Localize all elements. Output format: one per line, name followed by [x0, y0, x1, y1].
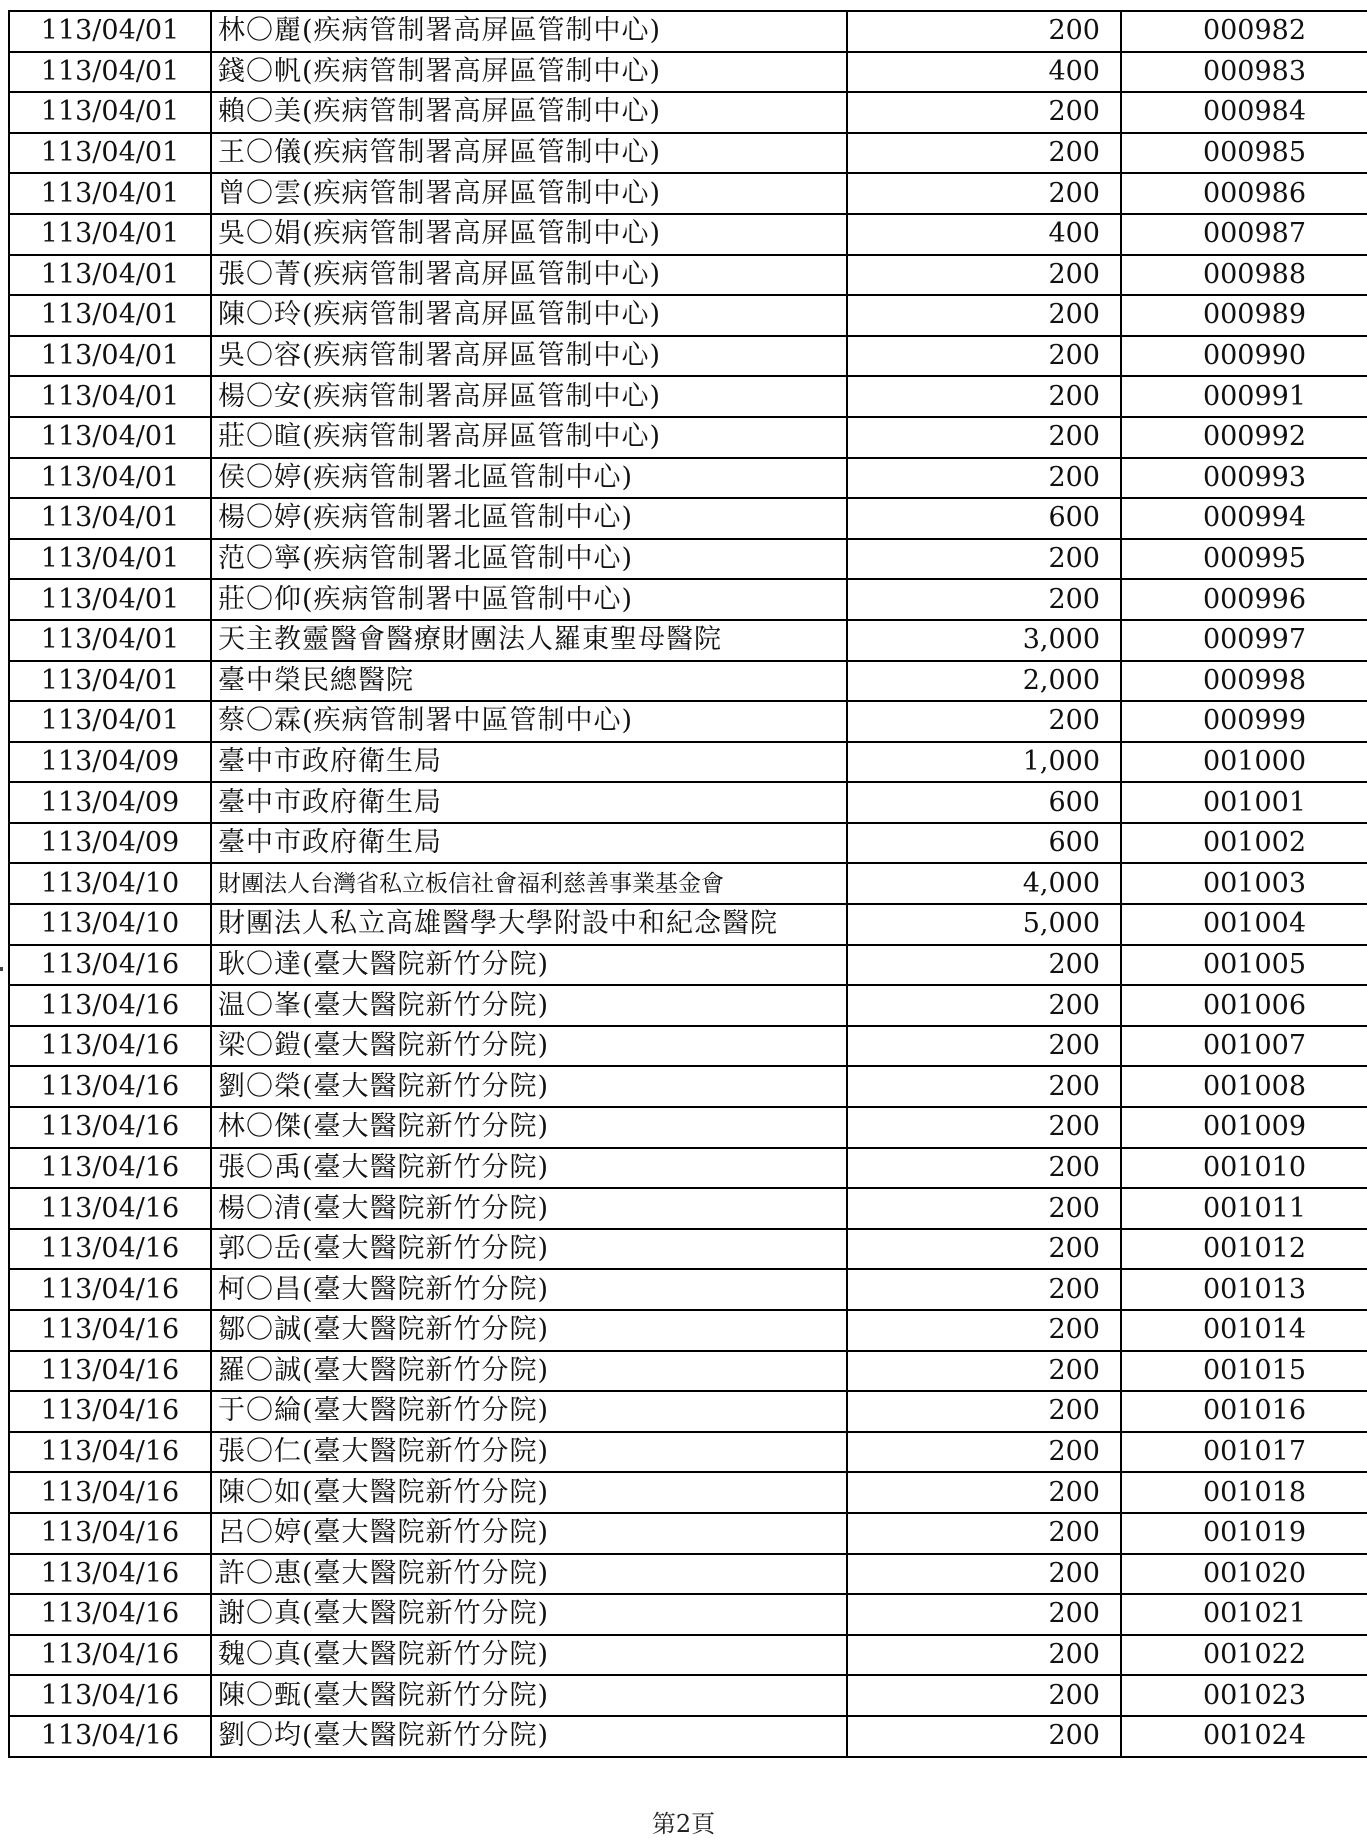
receipt-number-cell: 001013: [1121, 1269, 1367, 1310]
amount-cell: 200: [847, 1229, 1121, 1270]
amount-cell: 200: [847, 1675, 1121, 1716]
table-row: [9, 498, 1367, 539]
amount-cell: 2,000: [847, 661, 1121, 702]
amount-cell: 200: [847, 1472, 1121, 1513]
table-row: [9, 1107, 1367, 1148]
margin-mark: [0, 967, 3, 971]
date-cell: 113/04/16: [9, 1594, 211, 1635]
donor-name-cell: 温〇峯(臺大醫院新竹分院): [211, 985, 847, 1026]
amount-cell: 5,000: [847, 904, 1121, 945]
date-cell: 113/04/09: [9, 823, 211, 864]
receipt-number-cell: 000990: [1121, 336, 1367, 377]
donor-name-cell: 劉〇均(臺大醫院新竹分院): [211, 1716, 847, 1757]
donor-name-cell: 錢〇帆(疾病管制署高屏區管制中心): [211, 52, 847, 93]
date-cell: 113/04/01: [9, 539, 211, 580]
date-cell: 113/04/10: [9, 904, 211, 945]
amount-cell: 200: [847, 1716, 1121, 1757]
receipt-number-cell: 001023: [1121, 1675, 1367, 1716]
receipt-number-cell: 001001: [1121, 782, 1367, 823]
amount-cell: 200: [847, 92, 1121, 133]
amount-cell: 600: [847, 823, 1121, 864]
receipt-number-cell: 000986: [1121, 173, 1367, 214]
table-row: [9, 620, 1367, 661]
receipt-number-cell: 001022: [1121, 1635, 1367, 1676]
donor-name-cell: 郭〇岳(臺大醫院新竹分院): [211, 1229, 847, 1270]
receipt-number-cell: 001011: [1121, 1188, 1367, 1229]
date-cell: 113/04/01: [9, 620, 211, 661]
table-row: [9, 417, 1367, 458]
donor-name-cell: 財團法人台灣省私立板信社會福利慈善事業基金會: [211, 863, 847, 904]
donor-name-cell: 鄒〇誠(臺大醫院新竹分院): [211, 1310, 847, 1351]
table-row: [9, 945, 1367, 986]
table-row: [9, 255, 1367, 296]
donor-name-cell: 楊〇清(臺大醫院新竹分院): [211, 1188, 847, 1229]
receipt-number-cell: 000993: [1121, 458, 1367, 499]
table-row: [9, 11, 1367, 52]
donor-name-cell: 楊〇安(疾病管制署高屏區管制中心): [211, 376, 847, 417]
receipt-number-cell: 001004: [1121, 904, 1367, 945]
amount-cell: 3,000: [847, 620, 1121, 661]
donor-name-cell: 許〇惠(臺大醫院新竹分院): [211, 1554, 847, 1595]
date-cell: 113/04/16: [9, 1635, 211, 1676]
page-number: 第2頁: [651, 1810, 716, 1838]
table-row: [9, 52, 1367, 93]
donor-name-cell: 梁〇鎧(臺大醫院新竹分院): [211, 1026, 847, 1067]
date-cell: 113/04/16: [9, 945, 211, 986]
donor-name-cell: 莊〇仰(疾病管制署中區管制中心): [211, 579, 847, 620]
amount-cell: 200: [847, 376, 1121, 417]
date-cell: 113/04/16: [9, 1432, 211, 1473]
table-row: [9, 863, 1367, 904]
receipt-number-cell: 000991: [1121, 376, 1367, 417]
donor-name-cell: 臺中市政府衛生局: [211, 742, 847, 783]
table-row: [9, 1351, 1367, 1392]
donor-name-cell: 臺中市政府衛生局: [211, 823, 847, 864]
receipt-number-cell: 001002: [1121, 823, 1367, 864]
date-cell: 113/04/01: [9, 92, 211, 133]
amount-cell: 200: [847, 1513, 1121, 1554]
date-cell: 113/04/16: [9, 1675, 211, 1716]
table-row: [9, 985, 1367, 1026]
table-row: [9, 1229, 1367, 1270]
table-row: [9, 904, 1367, 945]
table-row: [9, 1310, 1367, 1351]
table-row: [9, 1269, 1367, 1310]
table-row: [9, 1675, 1367, 1716]
date-cell: 113/04/01: [9, 255, 211, 296]
date-cell: 113/04/16: [9, 985, 211, 1026]
table-row: [9, 539, 1367, 580]
table-row: [9, 458, 1367, 499]
date-cell: 113/04/01: [9, 173, 211, 214]
receipt-number-cell: 001006: [1121, 985, 1367, 1026]
table-row: [9, 742, 1367, 783]
amount-cell: 1,000: [847, 742, 1121, 783]
donor-name-cell: 張〇仁(臺大醫院新竹分院): [211, 1432, 847, 1473]
donor-name-cell: 曾〇雲(疾病管制署高屏區管制中心): [211, 173, 847, 214]
table-row: [9, 1026, 1367, 1067]
date-cell: 113/04/16: [9, 1107, 211, 1148]
amount-cell: 400: [847, 52, 1121, 93]
table-row: [9, 1716, 1367, 1757]
amount-cell: 200: [847, 133, 1121, 174]
receipt-number-cell: 001021: [1121, 1594, 1367, 1635]
donor-name-cell: 吳〇容(疾病管制署高屏區管制中心): [211, 336, 847, 377]
table-row: [9, 1513, 1367, 1554]
donor-name-cell: 臺中市政府衛生局: [211, 782, 847, 823]
donor-name-cell: 羅〇誠(臺大醫院新竹分院): [211, 1351, 847, 1392]
amount-cell: 200: [847, 701, 1121, 742]
donation-ledger-table: [8, 10, 1367, 1758]
date-cell: 113/04/16: [9, 1229, 211, 1270]
receipt-number-cell: 001005: [1121, 945, 1367, 986]
table-row: [9, 1391, 1367, 1432]
receipt-number-cell: 000997: [1121, 620, 1367, 661]
table-row: [9, 92, 1367, 133]
donor-name-cell: 柯〇昌(臺大醫院新竹分院): [211, 1269, 847, 1310]
donor-name-cell: 林〇傑(臺大醫院新竹分院): [211, 1107, 847, 1148]
table-row: [9, 579, 1367, 620]
receipt-number-cell: 001012: [1121, 1229, 1367, 1270]
donor-name-cell: 范〇寧(疾病管制署北區管制中心): [211, 539, 847, 580]
amount-cell: 200: [847, 417, 1121, 458]
amount-cell: 200: [847, 1188, 1121, 1229]
donor-name-cell: 陳〇甄(臺大醫院新竹分院): [211, 1675, 847, 1716]
receipt-number-cell: 000996: [1121, 579, 1367, 620]
table-row: [9, 1594, 1367, 1635]
donor-name-cell: 臺中榮民總醫院: [211, 661, 847, 702]
receipt-number-cell: 001020: [1121, 1554, 1367, 1595]
amount-cell: 4,000: [847, 863, 1121, 904]
receipt-number-cell: 000985: [1121, 133, 1367, 174]
amount-cell: 200: [847, 173, 1121, 214]
date-cell: 113/04/16: [9, 1269, 211, 1310]
table-row: [9, 214, 1367, 255]
donor-name-cell: 陳〇玲(疾病管制署高屏區管制中心): [211, 295, 847, 336]
donor-name-cell: 吳〇娟(疾病管制署高屏區管制中心): [211, 214, 847, 255]
donor-name-cell: 天主教靈醫會醫療財團法人羅東聖母醫院: [211, 620, 847, 661]
date-cell: 113/04/01: [9, 133, 211, 174]
amount-cell: 200: [847, 336, 1121, 377]
receipt-number-cell: 001008: [1121, 1066, 1367, 1107]
amount-cell: 200: [847, 1391, 1121, 1432]
amount-cell: 200: [847, 1310, 1121, 1351]
amount-cell: 200: [847, 1351, 1121, 1392]
donor-name-cell: 蔡〇霖(疾病管制署中區管制中心): [211, 701, 847, 742]
table-row: [9, 336, 1367, 377]
receipt-number-cell: 000998: [1121, 661, 1367, 702]
amount-cell: 600: [847, 782, 1121, 823]
amount-cell: 200: [847, 1432, 1121, 1473]
amount-cell: 200: [847, 1107, 1121, 1148]
amount-cell: 200: [847, 1554, 1121, 1595]
receipt-number-cell: 000989: [1121, 295, 1367, 336]
receipt-number-cell: 001000: [1121, 742, 1367, 783]
receipt-number-cell: 001009: [1121, 1107, 1367, 1148]
amount-cell: 200: [847, 1066, 1121, 1107]
date-cell: 113/04/01: [9, 498, 211, 539]
date-cell: 113/04/01: [9, 52, 211, 93]
receipt-number-cell: 001014: [1121, 1310, 1367, 1351]
donor-name-cell: 張〇菁(疾病管制署高屏區管制中心): [211, 255, 847, 296]
date-cell: 113/04/16: [9, 1066, 211, 1107]
table-row: [9, 376, 1367, 417]
receipt-number-cell: 000992: [1121, 417, 1367, 458]
donor-name-cell: 莊〇暄(疾病管制署高屏區管制中心): [211, 417, 847, 458]
receipt-number-cell: 000984: [1121, 92, 1367, 133]
donor-name-cell: 張〇禹(臺大醫院新竹分院): [211, 1148, 847, 1189]
amount-cell: 200: [847, 1594, 1121, 1635]
receipt-number-cell: 001015: [1121, 1351, 1367, 1392]
table-row: [9, 1148, 1367, 1189]
donor-name-cell: 魏〇真(臺大醫院新竹分院): [211, 1635, 847, 1676]
table-row: [9, 823, 1367, 864]
donor-name-cell: 王〇儀(疾病管制署高屏區管制中心): [211, 133, 847, 174]
donor-name-cell: 謝〇真(臺大醫院新竹分院): [211, 1594, 847, 1635]
table-row: [9, 661, 1367, 702]
date-cell: 113/04/16: [9, 1026, 211, 1067]
amount-cell: 200: [847, 579, 1121, 620]
receipt-number-cell: 000982: [1121, 11, 1367, 52]
amount-cell: 200: [847, 1635, 1121, 1676]
receipt-number-cell: 001007: [1121, 1026, 1367, 1067]
date-cell: 113/04/16: [9, 1472, 211, 1513]
donor-name-cell: 財團法人私立高雄醫學大學附設中和紀念醫院: [211, 904, 847, 945]
amount-cell: 200: [847, 1269, 1121, 1310]
date-cell: 113/04/01: [9, 417, 211, 458]
receipt-number-cell: 001018: [1121, 1472, 1367, 1513]
date-cell: 113/04/16: [9, 1351, 211, 1392]
date-cell: 113/04/16: [9, 1188, 211, 1229]
table-row: [9, 782, 1367, 823]
receipt-number-cell: 001003: [1121, 863, 1367, 904]
table-row: [9, 1432, 1367, 1473]
donor-name-cell: 林〇麗(疾病管制署高屏區管制中心): [211, 11, 847, 52]
table-row: [9, 173, 1367, 214]
table-row: [9, 1472, 1367, 1513]
receipt-number-cell: 001019: [1121, 1513, 1367, 1554]
receipt-number-cell: 001024: [1121, 1716, 1367, 1757]
donor-name-cell: 陳〇如(臺大醫院新竹分院): [211, 1472, 847, 1513]
amount-cell: 200: [847, 1148, 1121, 1189]
table-row: [9, 1554, 1367, 1595]
date-cell: 113/04/16: [9, 1391, 211, 1432]
amount-cell: 200: [847, 945, 1121, 986]
table-row: [9, 133, 1367, 174]
receipt-number-cell: 000995: [1121, 539, 1367, 580]
table-row: [9, 295, 1367, 336]
date-cell: 113/04/16: [9, 1513, 211, 1554]
date-cell: 113/04/01: [9, 661, 211, 702]
amount-cell: 200: [847, 11, 1121, 52]
receipt-number-cell: 000983: [1121, 52, 1367, 93]
amount-cell: 200: [847, 985, 1121, 1026]
donor-name-cell: 侯〇婷(疾病管制署北區管制中心): [211, 458, 847, 499]
donor-name-cell: 劉〇榮(臺大醫院新竹分院): [211, 1066, 847, 1107]
amount-cell: 200: [847, 295, 1121, 336]
amount-cell: 200: [847, 255, 1121, 296]
date-cell: 113/04/01: [9, 295, 211, 336]
date-cell: 113/04/09: [9, 742, 211, 783]
receipt-number-cell: 001016: [1121, 1391, 1367, 1432]
date-cell: 113/04/01: [9, 579, 211, 620]
amount-cell: 400: [847, 214, 1121, 255]
donor-name-cell: 賴〇美(疾病管制署高屏區管制中心): [211, 92, 847, 133]
receipt-number-cell: 001010: [1121, 1148, 1367, 1189]
donor-name-cell: 呂〇婷(臺大醫院新竹分院): [211, 1513, 847, 1554]
date-cell: 113/04/16: [9, 1148, 211, 1189]
date-cell: 113/04/09: [9, 782, 211, 823]
table-row: [9, 1066, 1367, 1107]
receipt-number-cell: 000994: [1121, 498, 1367, 539]
donor-name-cell: 楊〇婷(疾病管制署北區管制中心): [211, 498, 847, 539]
date-cell: 113/04/01: [9, 701, 211, 742]
amount-cell: 200: [847, 458, 1121, 499]
table-row: [9, 1635, 1367, 1676]
date-cell: 113/04/01: [9, 11, 211, 52]
ledger-body: [9, 11, 1367, 1757]
amount-cell: 600: [847, 498, 1121, 539]
table-row: [9, 1188, 1367, 1229]
receipt-number-cell: 000988: [1121, 255, 1367, 296]
date-cell: 113/04/16: [9, 1554, 211, 1595]
donor-name-cell: 耿〇達(臺大醫院新竹分院): [211, 945, 847, 986]
amount-cell: 200: [847, 539, 1121, 580]
date-cell: 113/04/01: [9, 376, 211, 417]
table-row: [9, 701, 1367, 742]
date-cell: 113/04/01: [9, 336, 211, 377]
date-cell: 113/04/01: [9, 458, 211, 499]
date-cell: 113/04/16: [9, 1310, 211, 1351]
amount-cell: 200: [847, 1026, 1121, 1067]
receipt-number-cell: 001017: [1121, 1432, 1367, 1473]
receipt-number-cell: 000987: [1121, 214, 1367, 255]
date-cell: 113/04/16: [9, 1716, 211, 1757]
date-cell: 113/04/01: [9, 214, 211, 255]
receipt-number-cell: 000999: [1121, 701, 1367, 742]
donor-name-cell: 于〇綸(臺大醫院新竹分院): [211, 1391, 847, 1432]
date-cell: 113/04/10: [9, 863, 211, 904]
